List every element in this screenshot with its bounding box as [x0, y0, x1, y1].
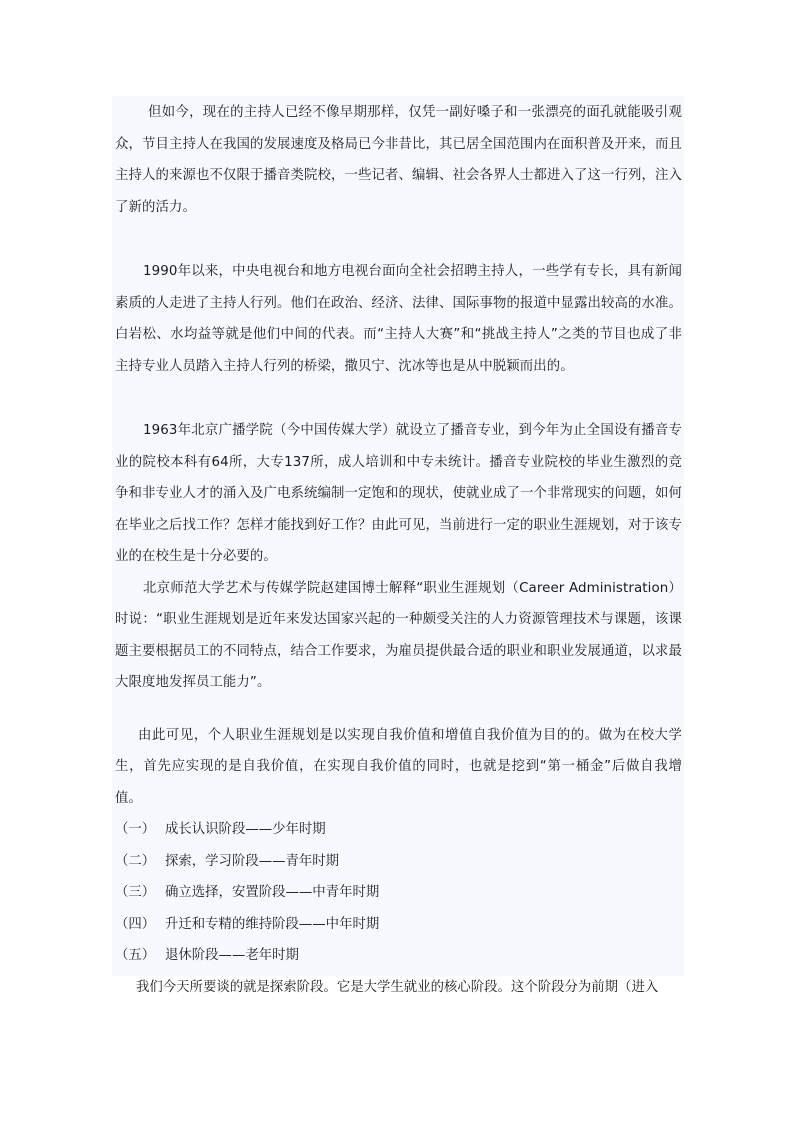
list-item-text: 探索，学习阶段——青年时期 — [165, 853, 340, 869]
list-item — [115, 814, 682, 846]
list-item — [115, 877, 682, 909]
list-item-text: 退休阶段——老年时期 — [165, 948, 299, 963]
list-item-number: （五） — [115, 948, 156, 963]
paragraph-exploration-stage: 我们今天所要谈的就是探索阶段。它是大学生就业的核心阶段。这个阶段分为前期（进入 — [136, 979, 659, 995]
document-body — [115, 97, 682, 1003]
list-item-number: （四） — [115, 916, 156, 932]
list-item-text: 升迁和专精的维持阶段——中年时期 — [165, 916, 380, 932]
list-item-text: 成长认识阶段——少年时期 — [165, 822, 326, 837]
list-item-number: （二） — [115, 853, 156, 869]
paragraph-career-definition: 北京师范大学艺术与传媒学院赵建国博士解释“职业生涯规划（Career Administration）时说：“职业生涯规划是近年来发达国家兴起的一种颇受关注的人力资源管理技术与课题，该课题主要根据员工的不同特点，结合工作要求，为雇员提供最合适的职业和职业发展通道，以求最大限度地发挥员工能力”。 — [115, 580, 682, 690]
list-item — [115, 940, 682, 972]
paragraph-1963-broadcasting: 1963年北京广播学院（今中国传媒大学）就设立了播音专业，到今年为止全国设有播音专业的院校本科有64所，大专137所，成人培训和中专未统计。播音专业院校的毕业生激烈的竞争和非专业人才的涌入及广电系统编制一定饱和的现状，使就业成了一个非常现实的问题，如何在毕业之后找工作？怎样才能找到好工作？由此可见，当前进行一定的职业生涯规划，对于该专业的在校生是十分必要的。 — [115, 423, 682, 564]
career-stage-list — [115, 814, 682, 972]
list-item — [115, 909, 682, 941]
paragraph-host-development: 但如今，现在的主持人已经不像早期那样，仅凭一副好嗓子和一张漂亮的面孔就能吸引观众，节目主持人在我国的发展速度及格局已今非昔比，其已居全国范围内在面积普及开来，而且主持人的来源也不仅限于播音类院校，一些记者、编辑、社会各界人士都进入了这一行列，注入了新的活力。 — [115, 105, 682, 215]
paragraph-self-value: 由此可见，个人职业生涯规划是以实现自我价值和增值自我价值为目的的。做为在校大学生，首先应实现的是自我价值，在实现自我价值的同时，也就是挖到“第一桶金”后做自我增值。 — [115, 727, 682, 806]
list-item-number: （三） — [115, 885, 156, 900]
list-item-text: 确立选择，安置阶段——中青年时期 — [165, 885, 380, 900]
list-item-number: （一） — [115, 822, 156, 837]
paragraph-1990-recruitment: 1990年以来，中央电视台和地方电视台面向全社会招聘主持人，一些学有专长，具有新闻素质的人走进了主持人行列。他们在政治、经济、法律、国际事物的报道中显露出较高的水准。白岩松、水均益等就是他们中间的代表。而“主持人大赛”和“挑战主持人”之类的节目也成了非主持专业人员踏入主持人行列的桥梁，撒贝宁、沈冰等也是从中脱颖而出的。 — [115, 264, 682, 374]
list-item — [115, 846, 682, 878]
